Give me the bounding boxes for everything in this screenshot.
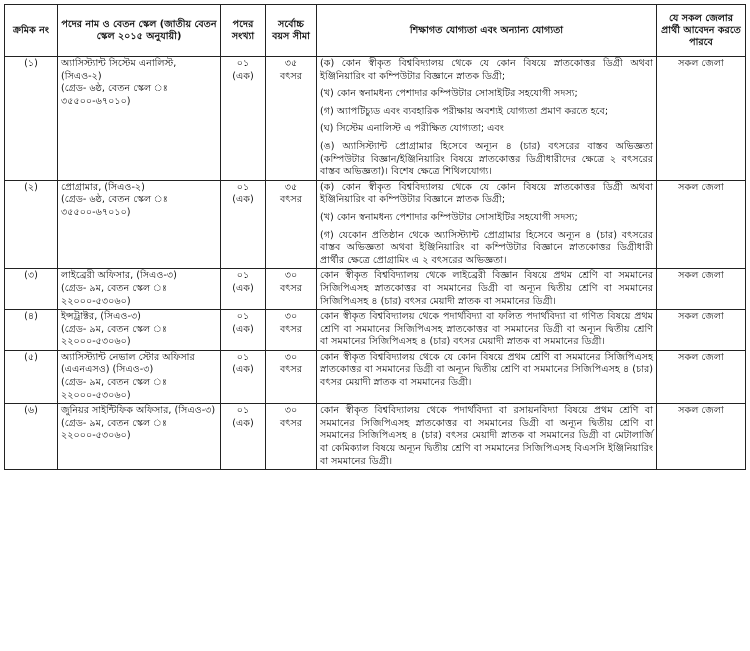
qualification-cell — [317, 404, 657, 470]
post-cell — [58, 57, 221, 181]
post-count-number: ০১ — [236, 405, 250, 417]
age-limit-number: ৩০ — [284, 405, 298, 417]
age-limit-cell — [266, 57, 317, 181]
age-limit-number: ৩০ — [284, 270, 298, 282]
table-row — [5, 404, 746, 470]
eligible-district-cell: সকল জেলা — [657, 57, 746, 181]
post-scale: (গ্রেড- ৯ম, বেতন স্কেল ঃ ২২০০০-৫৩০৬০) — [61, 377, 167, 401]
post-name: প্রোগ্রামার, (সিএও-২) — [61, 181, 145, 193]
post-name: লাইব্রেরী অফিসার, (সিএও-৩) — [61, 270, 177, 282]
qualification-cell — [317, 57, 657, 181]
post-name: অ্যাসিস্ট্যান্ট সিস্টেম এনালিস্ট, (সিএও-২) — [61, 58, 177, 82]
header-qualification: শিক্ষাগত যোগ্যতা এবং অন্যান্য যোগ্যতা — [317, 5, 657, 57]
qualification-cell — [317, 180, 657, 269]
age-limit-cell — [266, 269, 317, 310]
qualification-cell — [317, 350, 657, 403]
post-scale: (গ্রেড- ৬ষ্ঠ, বেতন স্কেল ঃ ৩৫৫০০-৬৭০১০) — [61, 83, 168, 107]
header-count: পদের সংখ্যা — [221, 5, 266, 57]
age-limit-unit: বৎসর — [279, 70, 303, 82]
post-scale: (গ্রেড- ৯ম, বেতন স্কেল ঃ ২২০০০-৫৩০৬০) — [61, 417, 167, 442]
qualification-item: (গ) যেকোন প্রতিষ্ঠান থেকে অ্যাসিস্ট্যান্ট প্রোগ্রামার হিসেবে অন্যূন ৪ (চার) বৎসরের বাস্তব অভিজ্ঞতা অথবা ইঞ্জিনিয়ারিং বা কম্পিউটার বিজ্ঞানে স্নাতকোত্তর ডিগ্রীধারী প্রার্থীর ক্ষেত্রে প্রোগ্রামিং এ ২ বৎসরের অভিজ্ঞতা। — [320, 229, 653, 266]
post-count-cell — [221, 350, 266, 403]
header-district: যে সকল জেলার প্রার্থী আবেদন করতে পারবে — [657, 5, 746, 57]
header-serial: ক্রমিক নং — [5, 5, 58, 57]
age-limit-unit: বৎসর — [279, 194, 303, 206]
qualification-item: কোন স্বীকৃত বিশ্ববিদ্যালয় থেকে পদার্থবিদ্যা বা ফলিত পদার্থবিদ্যা বা গণিত বিষয়ে প্রথম শ্রেণি বা সমমানের সিজিপিএসহ স্নাতকোত্তর বা সমমানের ডিগ্রী বা অন্যূন দ্বিতীয় শ্রেণি বা সমমানের সিজিপিএসহ ৪ (চার) বৎসর মেয়াদী স্নাতক বা সমমানের ডিগ্রী। — [320, 311, 653, 348]
post-count-cell — [221, 269, 266, 310]
post-name: অ্যাসিস্ট্যান্ট নেভাল স্টোর অফিসার (এএনএসও) (সিএও-৩) — [61, 351, 195, 376]
qualification-item: (খ) কোন স্বনামধন্য পেশাদার কম্পিউটার সোসাইটির সহযোগী সদস্য; — [320, 88, 578, 100]
post-count-cell — [221, 404, 266, 470]
post-scale: (গ্রেড- ৯ম, বেতন স্কেল ঃ ২২০০০-৫৩০৬০) — [61, 323, 167, 348]
qualification-item: (খ) কোন স্বনামধন্য পেশাদার কম্পিউটার সোসাইটির সহযোগী সদস্য; — [320, 211, 578, 223]
qualification-item: কোন স্বীকৃত বিশ্ববিদ্যালয় থেকে পদার্থবিদ্যা বা রসায়নবিদ্যা বিষয়ে প্রথম শ্রেণি বা সমমানের সিজিপিএসহ স্নাতকোত্তর বা সমমানের ডিগ্রী বা অন্যূন দ্বিতীয় শ্রেণি বা সমমানের সিজিপিএসহ ৪ (চার) বৎসর মেয়াদী স্নাতক বা সমমানের ডিগ্রী বা মেটালার্জি বা কেমিক্যাল বিষয়ে অন্যূন দ্বিতীয় শ্রেণি বা সমমানের সিজিপিএসহ বিএসসি ইঞ্জিনিয়ারিং বা সমমানের ডিগ্রী। — [320, 405, 653, 467]
post-count-word: (এক) — [232, 282, 254, 294]
post-count-number: ০১ — [236, 181, 250, 193]
serial-cell: (৬) — [5, 404, 58, 470]
table-row — [5, 180, 746, 269]
post-count-cell — [221, 57, 266, 181]
table-header-row — [5, 5, 746, 57]
serial-cell: (৫) — [5, 350, 58, 403]
qualification-item: (ঙ) অ্যাসিস্ট্যান্ট প্রোগ্রামার হিসেবে অন্যূন ৪ (চার) বৎসরের বাস্তব অভিজ্ঞতা (কম্পিউটার বিজ্ঞান/ইঞ্জিনিয়ারিং বিষয়ে স্নাতকোত্তর ডিগ্রীধারীদের ক্ষেত্রে ২ বৎসরের বাস্তব অভিজ্ঞতা)। বিশেষ ক্ষেত্রে শিথিলযোগ্য। — [320, 140, 653, 178]
post-cell — [58, 180, 221, 269]
age-limit-unit: বৎসর — [279, 417, 303, 429]
eligible-district-cell: সকল জেলা — [657, 269, 746, 310]
age-limit-number: ৩০ — [284, 351, 298, 363]
serial-cell: (৩) — [5, 269, 58, 310]
post-count-cell — [221, 310, 266, 351]
age-limit-unit: বৎসর — [279, 282, 303, 294]
post-count-word: (এক) — [232, 364, 254, 376]
post-name: ইন্সট্রাক্টর, (সিএও-৩) — [61, 311, 141, 323]
qualification-cell — [317, 310, 657, 351]
age-limit-cell — [266, 350, 317, 403]
age-limit-cell — [266, 310, 317, 351]
qualification-item: (ক) কোন স্বীকৃত বিশ্ববিদ্যালয় থেকে যে কোন বিষয়ে স্নাতকোত্তর ডিগ্রী অথবা ইঞ্জিনিয়ারিং বা কম্পিউটার বিজ্ঞানে স্নাতক ডিগ্রী; — [320, 181, 653, 206]
post-cell — [58, 404, 221, 470]
serial-cell: (১) — [5, 57, 58, 181]
eligible-district-cell: সকল জেলা — [657, 180, 746, 269]
eligible-district-cell: সকল জেলা — [657, 404, 746, 470]
post-count-cell — [221, 180, 266, 269]
post-count-number: ০১ — [236, 58, 250, 69]
header-post: পদের নাম ও বেতন স্কেল (জাতীয় বেতন স্কেল ২০১৫ অনুযায়ী) — [58, 5, 221, 57]
qualification-item: (গ) অ্যাপটিচ্যুড এবং ব্যবহারিক পরীক্ষায় অবশ্যই যোগ্যতা প্রমাণ করতে হবে; — [320, 105, 609, 117]
job-posts-table — [4, 4, 746, 470]
post-count-number: ০১ — [236, 270, 250, 282]
serial-cell: (৪) — [5, 310, 58, 351]
post-scale: (গ্রেড- ৯ম, বেতন স্কেল ঃ ২২০০০-৫৩০৬০) — [61, 282, 167, 307]
post-cell — [58, 350, 221, 403]
qualification-cell — [317, 269, 657, 310]
qualification-item: কোন স্বীকৃত বিশ্ববিদ্যালয় থেকে যে কোন বিষয়ে প্রথম শ্রেণি বা সমমানের সিজিপিএসহ স্নাতকোত্তর বা সমমানের ডিগ্রী বা অন্যূন দ্বিতীয় শ্রেণি বা সমমানের সিজিপিএসহ ৪ (চার) বৎসর মেয়াদী স্নাতক বা সমমানের ডিগ্রী। — [320, 351, 653, 389]
qualification-item: (ঘ) সিস্টেম এনালিস্ট এ পরীক্ষিত যোগ্যতা; এবং — [320, 123, 504, 135]
post-name: জুনিয়র সাইন্টিফিক অফিসার, (সিএও-৩) — [61, 405, 216, 417]
post-count-word: (এক) — [232, 417, 254, 429]
age-limit-unit: বৎসর — [279, 323, 303, 335]
post-count-word: (এক) — [232, 323, 254, 335]
post-count-word: (এক) — [232, 194, 254, 206]
post-count-number: ০১ — [236, 351, 250, 363]
serial-cell: (২) — [5, 180, 58, 269]
age-limit-number: ৩৫ — [284, 181, 298, 193]
table-row — [5, 57, 746, 181]
post-count-number: ০১ — [236, 311, 250, 323]
qualification-item: (ক) কোন স্বীকৃত বিশ্ববিদ্যালয় থেকে যে কোন বিষয়ে স্নাতকোত্তর ডিগ্রী অথবা ইঞ্জিনিয়ারিং বা কম্পিউটার বিজ্ঞানে স্নাতক ডিগ্রী; — [320, 58, 653, 82]
table-row — [5, 310, 746, 351]
age-limit-cell — [266, 404, 317, 470]
eligible-district-cell: সকল জেলা — [657, 350, 746, 403]
table-row — [5, 350, 746, 403]
eligible-district-cell: সকল জেলা — [657, 310, 746, 351]
post-cell — [58, 269, 221, 310]
age-limit-number: ৩৫ — [284, 58, 298, 69]
age-limit-number: ৩০ — [284, 311, 298, 323]
header-age: সর্বোচ্চ বয়স সীমা — [266, 5, 317, 57]
age-limit-cell — [266, 180, 317, 269]
post-count-word: (এক) — [232, 70, 254, 82]
post-cell — [58, 310, 221, 351]
post-scale: (গ্রেড- ৬ষ্ঠ, বেতন স্কেল ঃ ৩৫৫০০-৬৭০১০) — [61, 194, 168, 218]
qualification-item: কোন স্বীকৃত বিশ্ববিদ্যালয় থেকে লাইব্রেরী বিজ্ঞান বিষয়ে প্রথম শ্রেণি বা সমমানের সিজিপিএসহ স্নাতকোত্তর বা সমমানের ডিগ্রী বা অন্যূন দ্বিতীয় শ্রেণি বা সমমানের সিজিপিএসহ ৪ (চার) বৎসর মেয়াদী স্নাতক বা সমমানের ডিগ্রী। — [320, 270, 653, 307]
age-limit-unit: বৎসর — [279, 364, 303, 376]
table-row — [5, 269, 746, 310]
table-body — [5, 57, 746, 470]
